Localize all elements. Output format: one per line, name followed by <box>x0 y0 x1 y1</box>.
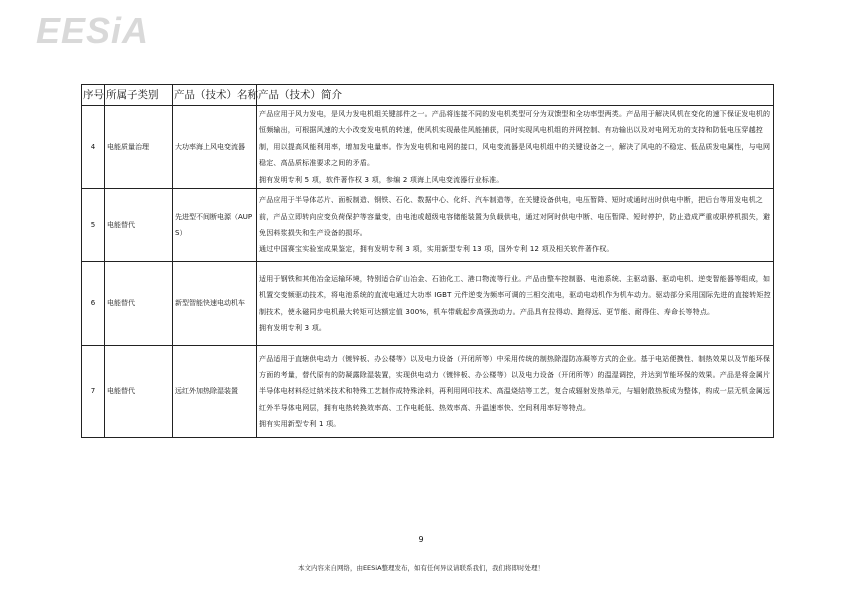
description-patents: 通过中国赛宝实验室成果鉴定，拥有发明专利 3 项，实用新型专利 13 项，国外专利 12 项及相关软件著作权。 <box>259 245 614 254</box>
table-row <box>82 189 774 262</box>
row-category: 电能替代 <box>105 262 173 346</box>
description-paragraph: 产品适用于直辖供电动力（镀锌板、办公楼等）以及电力设备（开闭所等）中采用传统的制热除湿防冻凝等方式的企业。基于电站便携性、制热效果以及节能环保方面的考量，替代原有的防凝露除湿装置，实现供电动力（镀锌板、办公楼等）以及电力设备（开闭所等）的温湿调控，并达到节能环保的效果。产品是将金属片半导体电材料经过纳米技术和特殊工艺制作成特殊涂料，再利用网印技术、高温烧结等工艺，复合成辐射发热单元，与辐射散热板成为整体，构成一层无机金属远红外半导体电网层，拥有电热转换效率高、工作电耗低、热效率高、升温速率快、空间利用率好等特点。 <box>259 354 771 412</box>
table-row <box>82 262 774 346</box>
row-number: 4 <box>82 106 105 189</box>
col-header-name: 产品（技术）名称 <box>173 85 257 106</box>
row-number: 6 <box>82 262 105 346</box>
row-category: 电能质量治理 <box>105 106 173 189</box>
product-table <box>81 84 774 438</box>
table-row <box>82 106 774 189</box>
page-number: 9 <box>418 535 424 544</box>
footer-note: 本文内容来自网络，由EESiA整理发布，如有任何异议请联系我们，我们将即时处理！ <box>297 564 545 572</box>
row-number: 7 <box>82 346 105 438</box>
description-paragraph: 适用于钢铁和其他冶金运输环境，特别适合矿山冶金、石油化工、港口物流等行业。产品由整车控制器、电池系统、主驱动器、驱动电机、逆变智能器等组成，如机置交变频驱动技术，将电池系统的直流电通过大功率 IGBT 元件逆变为频率可调的三相交流电，驱动电动机作为机车动力。驱动部分采用国际先进的直接转矩控制技术，使永磁同步电机最大转矩可达额定值 300%，机车带载起步高强劲动力。产品具有拉得动、跑得远、更节能、耐得住、寿命长等特点。 <box>259 274 771 316</box>
row-description <box>257 346 774 438</box>
row-number: 5 <box>82 189 105 262</box>
row-category: 电能替代 <box>105 346 173 438</box>
row-product-name: 先进型不间断电源（AUPS） <box>173 189 257 262</box>
table-row <box>82 346 774 438</box>
row-description <box>257 106 774 189</box>
row-description <box>257 189 774 262</box>
col-header-no: 序号 <box>82 85 105 106</box>
row-category: 电能替代 <box>105 189 173 262</box>
description-paragraph: 产品应用于半导体芯片、面板制造、钢铁、石化、数据中心、化纤、汽车制造等，在关键设备供电，电压暂降、短时或通时出时供电中断，把后台等用发电机之前，产品立即转向应变负荷保护等容量变，由电池或超级电容储能装置为负载供电，通过对阿时供电中断、电压暂降、短时停护，防止造成严重或职停机损失，避免因料浆损失和生产设备的损坏。 <box>259 196 771 238</box>
col-header-desc: 产品（技术）简介 <box>257 85 774 106</box>
description-patents: 拥有发明专利 3 项。 <box>259 323 327 332</box>
eesia-logo: EESiA <box>36 10 150 51</box>
row-product-name: 新型智能快速电动机车 <box>173 262 257 346</box>
description-paragraph: 产品应用于风力发电，是风力发电机组关键部件之一。产品将连接不同的发电机类型可分为双馈型和全功率型两类。产品用于解决风机在变化的速下保证发电机的恒频输出，可根据风速的大小改变发电机的转速，使风机实现最佳风能捕获，同时实现风电机组的并网控制、有功输出以及对电网无功的支持和防低电压穿越控制，用以提高风能利用率，增加发电量率。作为发电机和电网的接口，风电变流器是风电机组中的关键设备之一，解决了风电的不稳定、低品质发电属性，与电网稳定、高品质标准要求之间的矛盾。 <box>259 110 771 168</box>
row-description <box>257 262 774 346</box>
description-patents: 拥有实用新型专利 1 项。 <box>259 420 341 429</box>
description-patents: 拥有发明专利 5 项，软件著作权 3 项，参编 2 项海上风电变流器行业标准。 <box>259 175 504 184</box>
col-header-category: 所属子类别 <box>105 85 173 106</box>
table-header-row <box>82 85 774 106</box>
row-product-name: 远红外加热除湿装置 <box>173 346 257 438</box>
row-product-name: 大功率海上风电变流器 <box>173 106 257 189</box>
